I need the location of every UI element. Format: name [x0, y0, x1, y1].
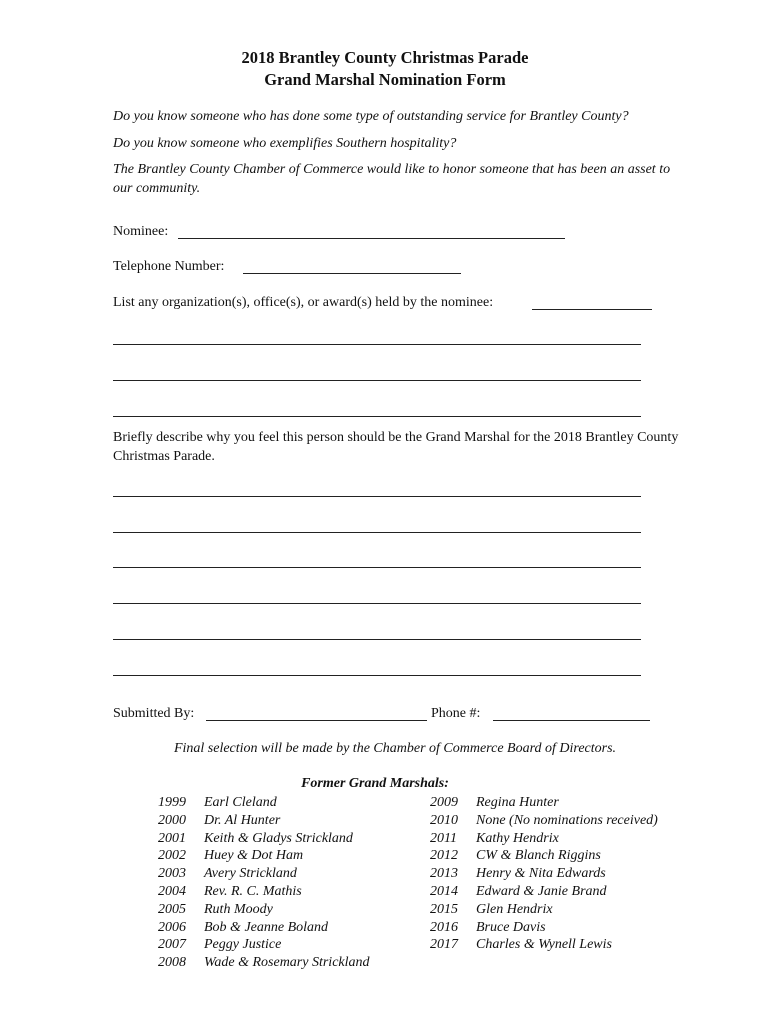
organizations-line-1[interactable] — [113, 344, 641, 345]
marshal-name: Edward & Janie Brand — [476, 884, 607, 899]
telephone-field[interactable] — [243, 273, 461, 274]
marshal-name: Charles & Wynell Lewis — [476, 937, 612, 953]
marshal-name: None (No nominations received) — [476, 812, 658, 828]
submitted-by-field[interactable] — [206, 720, 427, 721]
marshal-name: Keith & Gladys Strickland — [204, 830, 353, 846]
marshal-year: 2013 — [430, 866, 458, 882]
marshal-name: Huey & Dot Ham — [204, 848, 304, 864]
form-title-line-1: 2018 Brantley County Christmas Parade — [241, 48, 529, 67]
phone-label: Phone #: — [431, 706, 481, 721]
marshal-year: 2006 — [158, 919, 186, 935]
marshal-year: 2011 — [430, 830, 457, 846]
describe-line-3[interactable] — [113, 567, 641, 568]
describe-line-4[interactable] — [113, 603, 641, 604]
marshal-name: Wade & Rosemary Strickland — [204, 955, 370, 971]
marshal-year: 2017 — [430, 937, 458, 953]
marshal-year: 2012 — [430, 848, 458, 864]
organizations-line-3[interactable] — [113, 416, 641, 417]
marshal-name: Bruce Davis — [476, 919, 546, 935]
former-grand-marshals-heading: Former Grand Marshals: — [301, 776, 449, 791]
marshal-name: Henry & Nita Edwards — [476, 866, 606, 882]
submitted-by-label: Submitted By: — [113, 706, 195, 721]
marshal-year: 2004 — [158, 884, 186, 899]
marshal-name: Earl Cleland — [204, 795, 277, 810]
marshal-year: 2014 — [430, 884, 458, 899]
organizations-line-2[interactable] — [113, 380, 641, 381]
describe-line-2[interactable] — [113, 532, 641, 533]
marshal-name: Regina Hunter — [476, 795, 559, 810]
marshal-name: Avery Strickland — [204, 866, 297, 882]
marshal-year: 2010 — [430, 812, 458, 828]
marshal-name: Kathy Hendrix — [476, 830, 559, 846]
marshal-year: 2008 — [158, 955, 186, 971]
describe-line-6[interactable] — [113, 675, 641, 676]
marshal-name: Bob & Jeanne Boland — [204, 919, 329, 935]
marshal-year: 2000 — [158, 812, 186, 828]
marshal-name: Rev. R. C. Mathis — [204, 884, 302, 899]
nominee-label: Nominee: — [113, 224, 169, 239]
phone-field[interactable] — [493, 720, 650, 721]
nominee-field[interactable] — [178, 238, 565, 239]
organizations-label: List any organization(s), office(s), or award(s) held by the nominee: — [113, 295, 494, 310]
describe-line-1[interactable] — [113, 496, 641, 497]
marshal-year: 2002 — [158, 848, 186, 864]
marshal-name: Ruth Moody — [204, 901, 273, 917]
marshal-year: 1999 — [158, 795, 186, 810]
marshal-year: 2001 — [158, 830, 186, 846]
marshal-year: 2009 — [430, 795, 458, 810]
describe-line-5[interactable] — [113, 639, 641, 640]
organizations-field[interactable] — [532, 309, 652, 310]
marshal-year: 2003 — [158, 866, 186, 882]
describe-label: Briefly describe why you feel this person should be the Grand Marshal for the 2018 Brantley County Christmas Parade. — [113, 430, 679, 464]
final-selection-note: Final selection will be made by the Chamber of Commerce Board of Directors. — [173, 741, 617, 756]
marshal-name: Glen Hendrix — [476, 901, 553, 917]
marshal-year: 2015 — [430, 901, 458, 917]
marshal-year: 2005 — [158, 901, 186, 917]
form-title-line-2: Grand Marshal Nomination Form — [264, 70, 506, 89]
intro-question-1: Do you know someone who has done some type of outstanding service for Brantley County? — [113, 109, 629, 124]
marshal-year: 2007 — [158, 937, 186, 953]
intro-statement: The Brantley County Chamber of Commerce would like to honor someone that has been an asset to our community. — [113, 162, 671, 196]
marshal-year: 2016 — [430, 919, 458, 935]
intro-question-2: Do you know someone who exemplifies Southern hospitality? — [113, 136, 457, 151]
marshal-name: CW & Blanch Riggins — [476, 848, 601, 864]
marshal-name: Peggy Justice — [204, 937, 282, 953]
marshal-name: Dr. Al Hunter — [204, 812, 281, 828]
telephone-label: Telephone Number: — [113, 259, 225, 274]
